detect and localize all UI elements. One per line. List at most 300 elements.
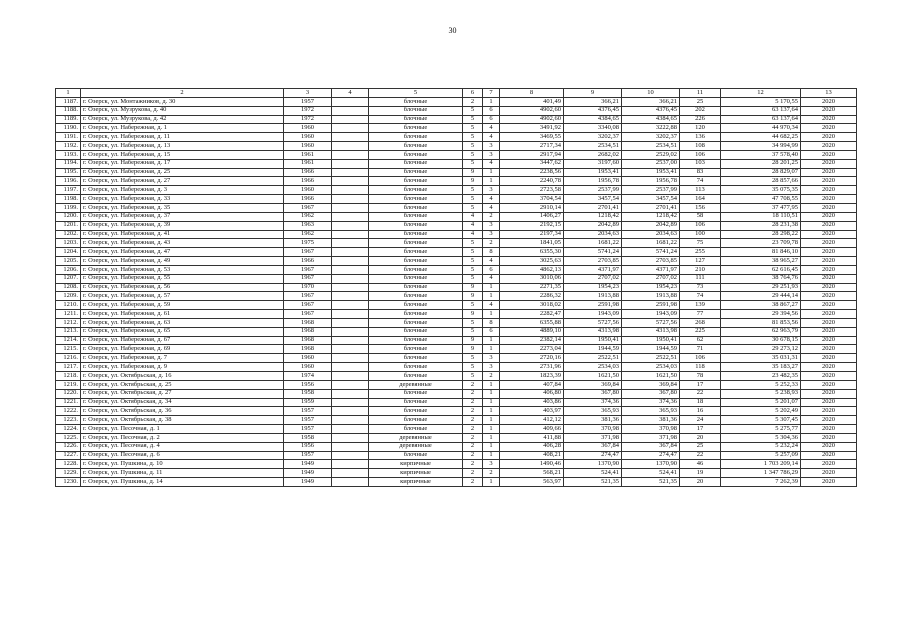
- row-number-cell: 1222.: [56, 407, 81, 416]
- total-area-cell: 411,88: [500, 433, 564, 442]
- empty-cell: [332, 97, 369, 106]
- row-number-cell: 1230.: [56, 478, 81, 487]
- address-cell: г. Озерск, ул. Набережная, д. 59: [81, 301, 284, 310]
- year-plan-cell: 2020: [801, 274, 857, 283]
- amount-cell: 5 201,07: [721, 398, 801, 407]
- area-cell: 4384,65: [564, 115, 622, 124]
- row-number-cell: 1228.: [56, 460, 81, 469]
- year-plan-cell: 2020: [801, 265, 857, 274]
- area-cell: 381,36: [564, 416, 622, 425]
- area-cell: 4371,97: [564, 265, 622, 274]
- residents-cell: 78: [680, 372, 721, 381]
- residents-cell: 139: [680, 301, 721, 310]
- row-number-cell: 1216.: [56, 354, 81, 363]
- total-area-cell: 3018,02: [500, 301, 564, 310]
- floors-cell: 5: [463, 106, 483, 115]
- table-row: [56, 460, 857, 469]
- row-number-cell: 1190.: [56, 124, 81, 133]
- column-number: 1: [56, 89, 81, 98]
- entrances-cell: 2: [483, 469, 500, 478]
- residents-cell: 22: [680, 389, 721, 398]
- residents-cell: 118: [680, 363, 721, 372]
- amount-cell: 29 444,14: [721, 292, 801, 301]
- residents-cell: 113: [680, 186, 721, 195]
- wall-material-cell: деревянные: [369, 380, 463, 389]
- floors-cell: 9: [463, 345, 483, 354]
- area-cell: 1621,50: [564, 372, 622, 381]
- column-number: 2: [81, 89, 284, 98]
- area-cell: 1943,09: [564, 310, 622, 319]
- entrances-cell: 1: [483, 292, 500, 301]
- wall-material-cell: блочные: [369, 398, 463, 407]
- column-number: 5: [369, 89, 463, 98]
- wall-material-cell: блочные: [369, 310, 463, 319]
- empty-cell: [332, 416, 369, 425]
- amount-cell: 5 202,49: [721, 407, 801, 416]
- row-number-cell: 1210.: [56, 301, 81, 310]
- wall-material-cell: блочные: [369, 425, 463, 434]
- empty-cell: [332, 115, 369, 124]
- floors-cell: 5: [463, 239, 483, 248]
- row-number-cell: 1217.: [56, 363, 81, 372]
- year-plan-cell: 2020: [801, 142, 857, 151]
- entrances-cell: 8: [483, 248, 500, 257]
- year-cell: 1972: [284, 106, 332, 115]
- table-row: [56, 469, 857, 478]
- entrances-cell: 4: [483, 274, 500, 283]
- floors-cell: 9: [463, 336, 483, 345]
- residents-cell: 111: [680, 274, 721, 283]
- residents-cell: 18: [680, 398, 721, 407]
- year-plan-cell: 2020: [801, 159, 857, 168]
- address-cell: г. Озерск, ул. Набережная, д. 67: [81, 336, 284, 345]
- amount-cell: 63 137,64: [721, 106, 801, 115]
- total-area-cell: 3491,92: [500, 124, 564, 133]
- wall-material-cell: блочные: [369, 106, 463, 115]
- floors-cell: 9: [463, 292, 483, 301]
- year-plan-cell: 2020: [801, 327, 857, 336]
- row-number-cell: 1214.: [56, 336, 81, 345]
- living-area-cell: 367,80: [622, 389, 680, 398]
- area-cell: 4313,98: [564, 327, 622, 336]
- year-plan-cell: 2020: [801, 186, 857, 195]
- year-plan-cell: 2020: [801, 389, 857, 398]
- empty-cell: [332, 345, 369, 354]
- row-number-cell: 1191.: [56, 133, 81, 142]
- year-plan-cell: 2020: [801, 451, 857, 460]
- empty-cell: [332, 168, 369, 177]
- amount-cell: 23 709,78: [721, 239, 801, 248]
- page-number: 30: [448, 26, 457, 35]
- area-cell: 3197,60: [564, 159, 622, 168]
- address-cell: г. Озерск, ул. Набережная, д. 53: [81, 265, 284, 274]
- living-area-cell: 367,84: [622, 442, 680, 451]
- living-area-cell: 2034,63: [622, 230, 680, 239]
- year-plan-cell: 2020: [801, 345, 857, 354]
- year-plan-cell: 2020: [801, 212, 857, 221]
- amount-cell: 38 867,27: [721, 301, 801, 310]
- address-cell: г. Озерск, ул. Пушкина, д. 14: [81, 478, 284, 487]
- year-plan-cell: 2020: [801, 363, 857, 372]
- living-area-cell: 1956,78: [622, 177, 680, 186]
- floors-cell: 5: [463, 159, 483, 168]
- living-area-cell: 1681,22: [622, 239, 680, 248]
- empty-cell: [332, 142, 369, 151]
- year-cell: 1963: [284, 221, 332, 230]
- living-area-cell: 371,98: [622, 433, 680, 442]
- address-cell: г. Озерск, ул. Набережная, д. 55: [81, 274, 284, 283]
- row-number-cell: 1220.: [56, 389, 81, 398]
- empty-cell: [332, 327, 369, 336]
- empty-cell: [332, 380, 369, 389]
- floors-cell: 5: [463, 354, 483, 363]
- living-area-cell: 4313,98: [622, 327, 680, 336]
- living-area-cell: 2522,51: [622, 354, 680, 363]
- wall-material-cell: блочные: [369, 186, 463, 195]
- entrances-cell: 3: [483, 142, 500, 151]
- wall-material-cell: деревянные: [369, 433, 463, 442]
- entrances-cell: 3: [483, 460, 500, 469]
- living-area-cell: 274,47: [622, 451, 680, 460]
- area-cell: 371,98: [564, 433, 622, 442]
- empty-cell: [332, 425, 369, 434]
- address-cell: г. Озерск, ул. Набережная, д. 47: [81, 248, 284, 257]
- wall-material-cell: блочные: [369, 221, 463, 230]
- address-cell: г. Озерск, ул. Набережная, д. 35: [81, 203, 284, 212]
- address-cell: г. Озерск, ул. Набережная, д. 56: [81, 283, 284, 292]
- wall-material-cell: блочные: [369, 389, 463, 398]
- area-cell: 370,98: [564, 425, 622, 434]
- living-area-cell: 370,98: [622, 425, 680, 434]
- residents-cell: 74: [680, 292, 721, 301]
- entrances-cell: 1: [483, 407, 500, 416]
- year-cell: 1967: [284, 248, 332, 257]
- wall-material-cell: блочные: [369, 327, 463, 336]
- table-row: [56, 327, 857, 336]
- wall-material-cell: блочные: [369, 230, 463, 239]
- address-cell: г. Озерск, ул. Музрукова, д. 40: [81, 106, 284, 115]
- empty-cell: [332, 363, 369, 372]
- row-number-cell: 1212.: [56, 318, 81, 327]
- year-cell: 1960: [284, 363, 332, 372]
- empty-cell: [332, 318, 369, 327]
- year-plan-cell: 2020: [801, 221, 857, 230]
- row-number-cell: 1201.: [56, 221, 81, 230]
- living-area-cell: 521,35: [622, 478, 680, 487]
- residents-cell: 20: [680, 478, 721, 487]
- wall-material-cell: кирпичные: [369, 460, 463, 469]
- year-plan-cell: 2020: [801, 106, 857, 115]
- address-cell: г. Озерск, ул. Октябрьская, д. 36: [81, 407, 284, 416]
- living-area-cell: 366,21: [622, 97, 680, 106]
- empty-cell: [332, 239, 369, 248]
- entrances-cell: 3: [483, 150, 500, 159]
- wall-material-cell: блочные: [369, 451, 463, 460]
- address-cell: г. Озерск, ул. Песочная, д. 1: [81, 425, 284, 434]
- row-number-cell: 1193.: [56, 150, 81, 159]
- total-area-cell: 1490,46: [500, 460, 564, 469]
- area-cell: 3457,54: [564, 195, 622, 204]
- address-cell: г. Озерск, ул. Набережная, д. 43: [81, 239, 284, 248]
- column-number: 12: [721, 89, 801, 98]
- amount-cell: 5 275,77: [721, 425, 801, 434]
- living-area-cell: 1950,41: [622, 336, 680, 345]
- floors-cell: 2: [463, 442, 483, 451]
- wall-material-cell: блочные: [369, 239, 463, 248]
- area-cell: 2534,51: [564, 142, 622, 151]
- address-cell: г. Озерск, ул. Набережная, д. 33: [81, 195, 284, 204]
- floors-cell: 2: [463, 389, 483, 398]
- entrances-cell: 4: [483, 301, 500, 310]
- empty-cell: [332, 150, 369, 159]
- row-number-cell: 1226.: [56, 442, 81, 451]
- empty-cell: [332, 310, 369, 319]
- total-area-cell: 6355,88: [500, 318, 564, 327]
- amount-cell: 30 678,15: [721, 336, 801, 345]
- living-area-cell: 3222,88: [622, 124, 680, 133]
- wall-material-cell: блочные: [369, 115, 463, 124]
- year-cell: 1949: [284, 469, 332, 478]
- empty-cell: [332, 133, 369, 142]
- entrances-cell: 4: [483, 195, 500, 204]
- year-cell: 1958: [284, 389, 332, 398]
- row-number-cell: 1211.: [56, 310, 81, 319]
- table-row: [56, 416, 857, 425]
- total-area-cell: 4902,60: [500, 115, 564, 124]
- total-area-cell: 3010,06: [500, 274, 564, 283]
- total-area-cell: 2282,47: [500, 310, 564, 319]
- table-row: [56, 301, 857, 310]
- column-number: 9: [564, 89, 622, 98]
- living-area-cell: 3457,54: [622, 195, 680, 204]
- year-plan-cell: 2020: [801, 292, 857, 301]
- total-area-cell: 3469,55: [500, 133, 564, 142]
- living-area-cell: 2591,98: [622, 301, 680, 310]
- area-cell: 1950,41: [564, 336, 622, 345]
- wall-material-cell: блочные: [369, 159, 463, 168]
- address-cell: г. Озерск, ул. Набережная, д. 17: [81, 159, 284, 168]
- entrances-cell: 1: [483, 416, 500, 425]
- address-cell: г. Озерск, ул. Набережная, д. 69: [81, 345, 284, 354]
- amount-cell: 44 682,25: [721, 133, 801, 142]
- year-plan-cell: 2020: [801, 195, 857, 204]
- residents-cell: 210: [680, 265, 721, 274]
- row-number-cell: 1202.: [56, 230, 81, 239]
- amount-cell: 38 764,76: [721, 274, 801, 283]
- floors-cell: 5: [463, 133, 483, 142]
- living-area-cell: 1943,09: [622, 310, 680, 319]
- residents-cell: 62: [680, 336, 721, 345]
- year-plan-cell: 2020: [801, 301, 857, 310]
- address-cell: г. Озерск, ул. Набережная, д. 37: [81, 212, 284, 221]
- area-cell: 3340,08: [564, 124, 622, 133]
- area-cell: 2522,51: [564, 354, 622, 363]
- row-number-cell: 1219.: [56, 380, 81, 389]
- year-cell: 1960: [284, 133, 332, 142]
- table-row: [56, 354, 857, 363]
- empty-cell: [332, 274, 369, 283]
- year-plan-cell: 2020: [801, 478, 857, 487]
- year-cell: 1957: [284, 407, 332, 416]
- year-cell: 1961: [284, 159, 332, 168]
- empty-cell: [332, 265, 369, 274]
- wall-material-cell: блочные: [369, 212, 463, 221]
- amount-cell: 29 394,56: [721, 310, 801, 319]
- table-row: [56, 124, 857, 133]
- area-cell: 521,35: [564, 478, 622, 487]
- year-cell: 1966: [284, 257, 332, 266]
- year-cell: 1957: [284, 97, 332, 106]
- column-number: 7: [483, 89, 500, 98]
- amount-cell: 28 298,22: [721, 230, 801, 239]
- living-area-cell: 374,36: [622, 398, 680, 407]
- total-area-cell: 2917,94: [500, 150, 564, 159]
- empty-cell: [332, 451, 369, 460]
- table-row: [56, 310, 857, 319]
- address-cell: г. Озерск, ул. Октябрьская, д. 38: [81, 416, 284, 425]
- year-plan-cell: 2020: [801, 168, 857, 177]
- row-number-cell: 1195.: [56, 168, 81, 177]
- address-cell: г. Озерск, ул. Набережная, д. 63: [81, 318, 284, 327]
- year-cell: 1970: [284, 283, 332, 292]
- area-cell: 5741,24: [564, 248, 622, 257]
- table-row: [56, 478, 857, 487]
- table-row: [56, 398, 857, 407]
- amount-cell: 5 170,55: [721, 97, 801, 106]
- entrances-cell: 1: [483, 177, 500, 186]
- empty-cell: [332, 336, 369, 345]
- year-plan-cell: 2020: [801, 230, 857, 239]
- year-cell: 1966: [284, 195, 332, 204]
- residents-cell: 17: [680, 380, 721, 389]
- residents-cell: 20: [680, 433, 721, 442]
- year-plan-cell: 2020: [801, 416, 857, 425]
- area-cell: 1913,88: [564, 292, 622, 301]
- amount-cell: 38 965,27: [721, 257, 801, 266]
- wall-material-cell: блочные: [369, 363, 463, 372]
- wall-material-cell: деревянные: [369, 442, 463, 451]
- residents-cell: 46: [680, 460, 721, 469]
- year-plan-cell: 2020: [801, 442, 857, 451]
- wall-material-cell: блочные: [369, 407, 463, 416]
- total-area-cell: 2271,35: [500, 283, 564, 292]
- row-number-cell: 1199.: [56, 203, 81, 212]
- amount-cell: 28 829,07: [721, 168, 801, 177]
- entrances-cell: 2: [483, 212, 500, 221]
- area-cell: 366,21: [564, 97, 622, 106]
- year-plan-cell: 2020: [801, 372, 857, 381]
- year-cell: 1949: [284, 478, 332, 487]
- entrances-cell: 3: [483, 186, 500, 195]
- year-cell: 1960: [284, 354, 332, 363]
- empty-cell: [332, 442, 369, 451]
- amount-cell: 1 347 786,29: [721, 469, 801, 478]
- total-area-cell: 408,21: [500, 451, 564, 460]
- table-row: [56, 142, 857, 151]
- area-cell: 1218,42: [564, 212, 622, 221]
- year-cell: 1956: [284, 442, 332, 451]
- area-cell: 1956,78: [564, 177, 622, 186]
- floors-cell: 5: [463, 203, 483, 212]
- row-number-cell: 1205.: [56, 257, 81, 266]
- table-row: [56, 248, 857, 257]
- table-row: [56, 186, 857, 195]
- table-row: [56, 168, 857, 177]
- floors-cell: 2: [463, 469, 483, 478]
- table-row: [56, 389, 857, 398]
- year-plan-cell: 2020: [801, 177, 857, 186]
- amount-cell: 5 238,93: [721, 389, 801, 398]
- area-cell: 367,84: [564, 442, 622, 451]
- column-number: 3: [284, 89, 332, 98]
- address-cell: г. Озерск, ул. Песочная, д. 2: [81, 433, 284, 442]
- residents-cell: 225: [680, 327, 721, 336]
- amount-cell: 23 482,35: [721, 372, 801, 381]
- area-cell: 1953,41: [564, 168, 622, 177]
- wall-material-cell: блочные: [369, 168, 463, 177]
- amount-cell: 28 231,38: [721, 221, 801, 230]
- area-cell: 2703,85: [564, 257, 622, 266]
- area-cell: 365,93: [564, 407, 622, 416]
- floors-cell: 2: [463, 460, 483, 469]
- floors-cell: 5: [463, 274, 483, 283]
- year-cell: 1967: [284, 274, 332, 283]
- empty-cell: [332, 469, 369, 478]
- total-area-cell: 568,21: [500, 469, 564, 478]
- empty-cell: [332, 212, 369, 221]
- table-row: [56, 97, 857, 106]
- floors-cell: 4: [463, 221, 483, 230]
- living-area-cell: 1621,50: [622, 372, 680, 381]
- living-area-cell: 2703,85: [622, 257, 680, 266]
- empty-cell: [332, 283, 369, 292]
- year-plan-cell: 2020: [801, 133, 857, 142]
- row-number-cell: 1225.: [56, 433, 81, 442]
- entrances-cell: 1: [483, 425, 500, 434]
- total-area-cell: 4902,60: [500, 106, 564, 115]
- empty-cell: [332, 221, 369, 230]
- table-row: [56, 133, 857, 142]
- floors-cell: 2: [463, 398, 483, 407]
- total-area-cell: 2197,34: [500, 230, 564, 239]
- total-area-cell: 2382,14: [500, 336, 564, 345]
- residents-cell: 19: [680, 469, 721, 478]
- floors-cell: 5: [463, 257, 483, 266]
- year-cell: 1962: [284, 230, 332, 239]
- amount-cell: 18 110,51: [721, 212, 801, 221]
- table-row: [56, 257, 857, 266]
- area-cell: 274,47: [564, 451, 622, 460]
- row-number-cell: 1227.: [56, 451, 81, 460]
- amount-cell: 5 232,24: [721, 442, 801, 451]
- row-number-cell: 1188.: [56, 106, 81, 115]
- total-area-cell: 1823,39: [500, 372, 564, 381]
- year-cell: 1962: [284, 212, 332, 221]
- living-area-cell: 1944,59: [622, 345, 680, 354]
- floors-cell: 4: [463, 230, 483, 239]
- table-row: [56, 372, 857, 381]
- total-area-cell: 412,12: [500, 416, 564, 425]
- floors-cell: 5: [463, 372, 483, 381]
- year-plan-cell: 2020: [801, 283, 857, 292]
- floors-cell: 5: [463, 195, 483, 204]
- wall-material-cell: блочные: [369, 283, 463, 292]
- row-number-cell: 1198.: [56, 195, 81, 204]
- entrances-cell: 6: [483, 265, 500, 274]
- table-row: [56, 363, 857, 372]
- residents-cell: 25: [680, 97, 721, 106]
- floors-cell: 5: [463, 363, 483, 372]
